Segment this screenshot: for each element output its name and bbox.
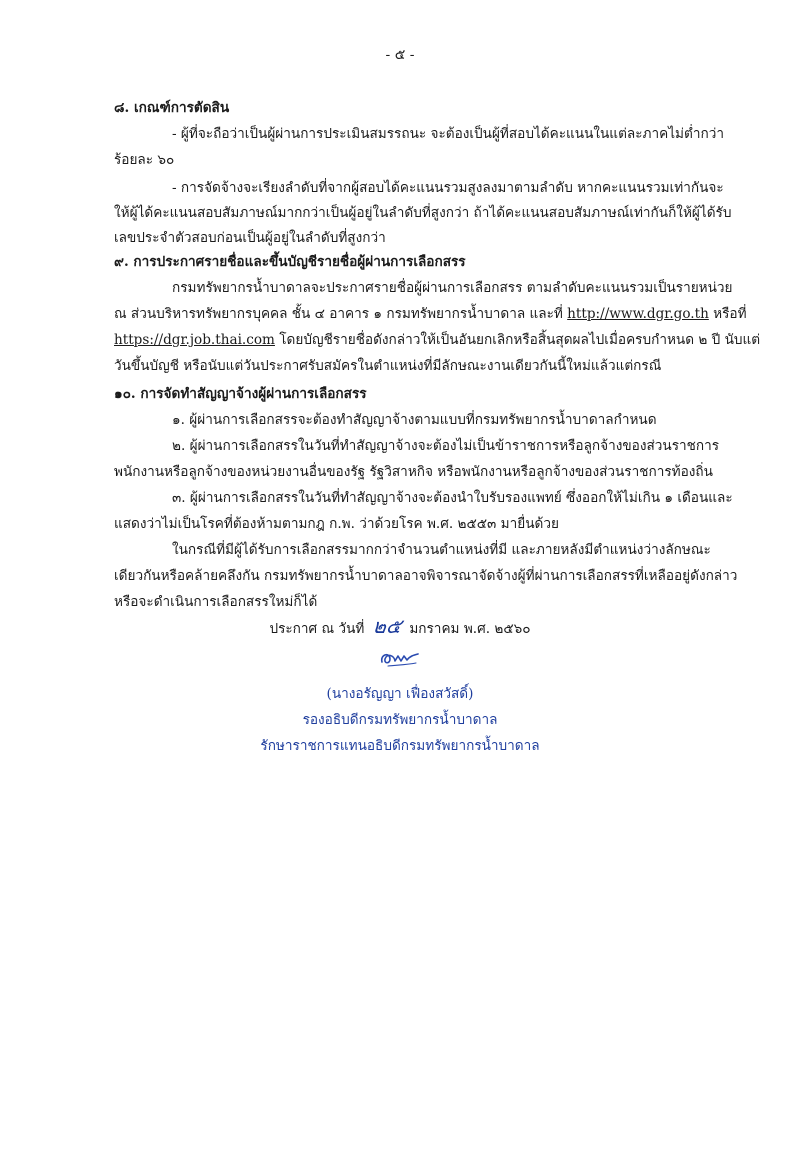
- section-9-line-3: [114, 330, 760, 352]
- announcement-day: ๒๕: [370, 614, 403, 638]
- section-10-item-1: ๑. ผู้ผ่านการเลือกสรรจะต้องทำสัญญาจ้างตามแบบที่กรมทรัพยากรน้ำบาดาลกำหนด: [172, 412, 657, 428]
- announcement-prefix: ประกาศ ณ วันที่: [269, 621, 365, 637]
- signer-position: รองอธิบดีกรมทรัพยากรน้ำบาดาล: [302, 712, 498, 728]
- dgr-website-link[interactable]: http://www.dgr.go.th: [567, 306, 709, 322]
- section-9-line-1: กรมทรัพยากรน้ำบาดาลจะประกาศรายชื่อผู้ผ่านการเลือกสรร ตามลำดับคะแนนรวมเป็นรายหน่วย: [172, 280, 733, 296]
- section-9-line-3-text: โดยบัญชีรายชื่อดังกล่าวให้เป็นอันยกเลิกหรือสิ้นสุดผลไปเมื่อครบกำหนด ๒ ปี นับแต่: [274, 332, 761, 348]
- section-10-item-2-line-1: ๒. ผู้ผ่านการเลือกสรรในวันที่ทำสัญญาจ้างจะต้องไม่เป็นข้าราชการหรือลูกจ้างของส่วนราชการ: [172, 438, 720, 454]
- section-9-line-4: วันขึ้นบัญชี หรือนับแต่วันประกาศรับสมัครในตำแหน่งที่มีลักษณะงานเดียวกันนี้ใหม่แล้วแต่กรณี: [114, 358, 662, 374]
- section-9-line-2-tail: หรือที่: [708, 306, 747, 322]
- page-number: - ๕ -: [385, 47, 415, 63]
- section-10-para-line-3: หรือจะดำเนินการเลือกสรรใหม่ก็ได้: [114, 594, 318, 610]
- section-8-para-1-line-2: ร้อยละ ๖๐: [114, 152, 175, 168]
- section-8-heading: ๘. เกณฑ์การตัดสิน: [114, 100, 230, 116]
- section-9-line-2: [114, 304, 747, 326]
- section-8-para-2-line-1: - การจัดจ้างจะเรียงลำดับที่จากผู้สอบได้คะแนนรวมสูงลงมาตามลำดับ หากคะแนนรวมเท่ากันจะ: [172, 180, 724, 196]
- signer-name: (นางอรัญญา เฟื่องสวัสดิ์): [326, 686, 474, 702]
- announcement-suffix: มกราคม พ.ศ. ๒๕๖๐: [409, 621, 531, 637]
- section-10-item-3-line-2: แสดงว่าไม่เป็นโรคที่ต้องห้ามตามกฎ ก.พ. ว่าด้วยโรค พ.ศ. ๒๕๕๓ มายื่นด้วย: [114, 516, 559, 532]
- section-10-heading: ๑๐. การจัดทำสัญญาจ้างผู้ผ่านการเลือกสรร: [114, 386, 367, 402]
- section-10-item-3-line-1: ๓. ผู้ผ่านการเลือกสรรในวันที่ทำสัญญาจ้างจะต้องนำใบรับรองแพทย์ ซึ่งออกให้ไม่เกิน ๑ เดือนและ: [172, 490, 733, 506]
- section-10-para-line-2: เดียวกันหรือคล้ายคลึงกัน กรมทรัพยากรน้ำบาดาลอาจพิจารณาจัดจ้างผู้ที่ผ่านการเลือกสรรที่เหลืออยู่ดังกล่าว: [114, 568, 738, 584]
- signer-acting-position: รักษาราชการแทนอธิบดีกรมทรัพยากรน้ำบาดาล: [260, 738, 540, 754]
- signature-mark: [378, 646, 422, 670]
- section-10-item-2-line-2: พนักงานหรือลูกจ้างของหน่วยงานอื่นของรัฐ รัฐวิสาหกิจ หรือพนักงานหรือลูกจ้างของส่วนราชการท้องถิ่น: [114, 464, 713, 480]
- announcement-date: [0, 610, 800, 642]
- section-9-heading: ๙. การประกาศรายชื่อและขึ้นบัญชีรายชื่อผู้ผ่านการเลือกสรร: [114, 254, 466, 270]
- section-9-line-2-text: ณ ส่วนบริหารทรัพยากรบุคคล ชั้น ๔ อาคาร ๑ กรมทรัพยากรน้ำบาดาล และที่: [114, 306, 568, 322]
- section-8-para-1-line-1: - ผู้ที่จะถือว่าเป็นผู้ผ่านการประเมินสมรรถนะ จะต้องเป็นผู้ที่สอบได้คะแนนในแต่ละภาคไม่ต่ำกว่า: [172, 126, 724, 142]
- job-website-link[interactable]: https://dgr.job.thai.com: [114, 332, 275, 348]
- section-8-para-2-line-2: ให้ผู้ได้คะแนนสอบสัมภาษณ์มากกว่าเป็นผู้อยู่ในลำดับที่สูงกว่า ถ้าได้คะแนนสอบสัมภาษณ์เท่ากันก็ให้ผู้ได้รับ: [114, 205, 732, 221]
- section-10-para-line-1: ในกรณีที่มีผู้ได้รับการเลือกสรรมากกว่าจำนวนตำแหน่งที่มี และภายหลังมีตำแหน่งว่างลักษณะ: [172, 542, 711, 558]
- section-8-para-2-line-3: เลขประจำตัวสอบก่อนเป็นผู้อยู่ในลำดับที่สูงกว่า: [114, 230, 386, 246]
